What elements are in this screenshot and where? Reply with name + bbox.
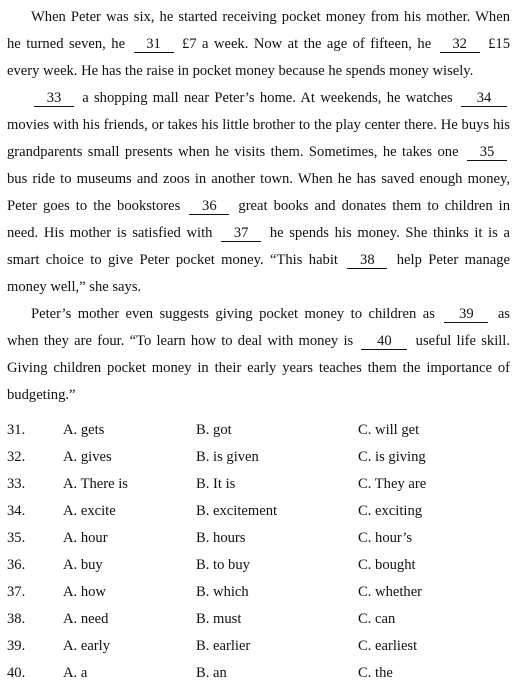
option-a[interactable]: A. excite [63,503,116,519]
option-b[interactable]: B. which [196,584,249,600]
blank-35: 35 [467,145,507,161]
question-number: 33. [7,476,26,492]
passage-text: useful life skill. Giving children pocket money in their early years teaches them the importance of budgeting.” [7,333,511,403]
option-c[interactable]: C. hour’s [358,530,413,546]
option-c[interactable]: C. whether [358,584,423,600]
option-b[interactable]: B. It is [196,476,236,492]
option-b[interactable]: B. earlier [196,638,251,654]
question-39 [7,633,517,660]
option-c[interactable]: C. bought [358,557,416,573]
option-b[interactable]: B. excitement [196,503,278,519]
passage-text: great books and donates them to children in need. His mother is satisfied with [7,198,511,241]
option-c[interactable]: C. the [358,665,393,681]
passage-text: movies with his friends, or takes his little brother to the play center there. He buys his grandparents small presents when he visits them. Sometimes, he takes one [7,117,510,160]
question-40 [7,660,517,687]
blank-37: 37 [221,226,261,242]
blank-36: 36 [189,199,229,215]
option-c[interactable]: C. They are [358,476,427,492]
option-a[interactable]: A. hour [63,530,108,546]
question-35 [7,525,517,552]
option-b[interactable]: B. got [196,422,232,438]
option-a[interactable]: A. a [63,665,88,681]
option-a[interactable]: A. early [63,638,111,654]
option-b[interactable]: B. hours [196,530,246,546]
passage-text: he spends his money. She thinks it is a smart choice to give Peter pocket money. “This habit [7,225,510,268]
question-31 [7,417,517,444]
blank-33: 33 [34,91,74,107]
question-36 [7,552,517,579]
blank-34: 34 [461,91,507,107]
passage-text: Peter’s mother even suggests giving pocket money to children as [31,306,435,322]
question-number: 34. [7,503,26,519]
passage-text: bus ride to museums and zoos in another town. When he has saved enough money, Peter goes to the bookstores [7,171,510,214]
question-number: 40. [7,665,26,681]
option-a[interactable]: A. gives [63,449,112,465]
question-number: 32. [7,449,26,465]
option-c[interactable]: C. will get [358,422,420,438]
option-b[interactable]: B. an [196,665,227,681]
question-number: 35. [7,530,26,546]
passage-text: £15 every week. He has the raise in pocket money because he spends money wisely. [7,36,510,79]
passage-text: When Peter was six, he started receiving pocket money from his mother. When he turned seven, he [7,9,510,52]
option-a[interactable]: A. how [63,584,106,600]
option-c[interactable]: C. exciting [358,503,423,519]
option-c[interactable]: C. can [358,611,396,627]
option-a[interactable]: A. There is [63,476,128,492]
blank-39: 39 [444,307,488,323]
blank-32: 32 [440,37,480,53]
question-38 [7,606,517,633]
question-33 [7,471,517,498]
passage-text: a shopping mall near Peter’s home. At weekends, he watches [82,90,453,106]
option-b[interactable]: B. to buy [196,557,250,573]
question-32 [7,444,517,471]
question-number: 38. [7,611,26,627]
passage-text: as when they are four. “To learn how to deal with money is [7,306,510,349]
question-number: 36. [7,557,26,573]
option-a[interactable]: A. buy [63,557,103,573]
blank-40: 40 [361,334,407,350]
question-number: 31. [7,422,26,438]
blank-31: 31 [134,37,174,53]
passage-paragraph-1 [7,4,510,85]
option-a[interactable]: A. gets [63,422,105,438]
question-number: 39. [7,638,26,654]
option-c[interactable]: C. is giving [358,449,426,465]
option-b[interactable]: B. must [196,611,242,627]
blank-38: 38 [347,253,387,269]
passage-paragraph-2 [7,85,510,301]
option-c[interactable]: C. earliest [358,638,418,654]
question-37 [7,579,517,606]
option-a[interactable]: A. need [63,611,109,627]
option-b[interactable]: B. is given [196,449,259,465]
passage-text: help Peter manage money well,” she says. [7,252,510,295]
question-number: 37. [7,584,26,600]
question-34 [7,498,517,525]
passage-text: £7 a week. Now at the age of fifteen, he [181,36,432,52]
passage-paragraph-3 [7,301,510,409]
